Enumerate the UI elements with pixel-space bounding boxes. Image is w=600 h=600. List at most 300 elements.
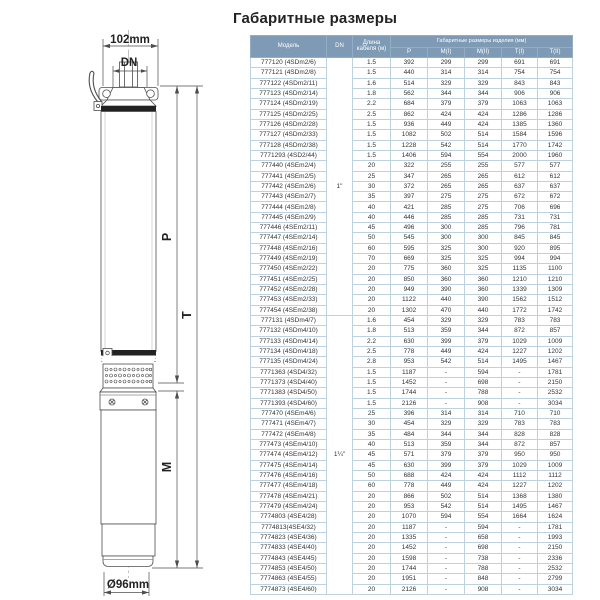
- dim-value-cell: 1302: [391, 305, 428, 315]
- cable-length-cell: 20: [353, 512, 391, 522]
- dim-value-cell: 1781: [538, 367, 573, 377]
- cable-length-cell: 60: [353, 481, 391, 491]
- cable-length-cell: 2.2: [353, 336, 391, 346]
- table-row: [251, 429, 573, 439]
- dim-value-cell: 300: [428, 223, 465, 233]
- table-row: [251, 347, 573, 357]
- dim-value-cell: 421: [391, 202, 428, 212]
- dim-value-cell: 392: [391, 57, 428, 67]
- table-row: [251, 471, 573, 481]
- dim-value-cell: 950: [502, 450, 538, 460]
- cable-length-cell: 20: [353, 285, 391, 295]
- p-dim-label: P: [160, 232, 174, 242]
- cable-length-cell: 40: [353, 212, 391, 222]
- dim-value-cell: 1512: [538, 295, 573, 305]
- dim-value-cell: 1187: [391, 522, 428, 532]
- cable-length-cell: 40: [353, 202, 391, 212]
- dim-value-cell: 449: [428, 481, 465, 491]
- cable-length-cell: 1.6: [353, 316, 391, 326]
- dim-value-cell: 783: [538, 316, 573, 326]
- model-cell: 777125 (4SDm2/25): [251, 109, 327, 119]
- dim-value-cell: 612: [502, 171, 538, 181]
- dim-value-cell: 1495: [502, 502, 538, 512]
- dim-value-cell: 300: [465, 233, 502, 243]
- dim-value-cell: 554: [465, 150, 502, 160]
- dim-value-cell: 285: [428, 212, 465, 222]
- dim-value-cell: 953: [391, 502, 428, 512]
- dim-value-cell: 300: [428, 233, 465, 243]
- dim-value-cell: 688: [391, 471, 428, 481]
- dim-value-cell: -: [502, 378, 538, 388]
- dim-value-cell: 390: [428, 285, 465, 295]
- dim-value-cell: -: [502, 398, 538, 408]
- dim-value-cell: -: [502, 522, 538, 532]
- dim-value-cell: 496: [391, 223, 428, 233]
- dn-dim-label: DN: [120, 57, 138, 69]
- dim-value-cell: 783: [502, 316, 538, 326]
- dim-value-cell: 347: [391, 171, 428, 181]
- dim-value-cell: 936: [391, 119, 428, 129]
- dim-value-cell: 329: [465, 316, 502, 326]
- dim-value-cell: -: [428, 398, 465, 408]
- dim-value-cell: 612: [538, 171, 573, 181]
- cable-length-cell: 1.5: [353, 150, 391, 160]
- dim-value-cell: 314: [428, 409, 465, 419]
- dim-value-cell: 265: [428, 181, 465, 191]
- cable-length-cell: 2.8: [353, 357, 391, 367]
- motor-bottom-cap: [103, 556, 153, 567]
- dim-value-cell: 329: [465, 419, 502, 429]
- cable-length-cell: 20: [353, 574, 391, 584]
- dim-value-cell: 1227: [502, 481, 538, 491]
- dim-value-cell: 1286: [538, 109, 573, 119]
- dim-value-cell: 594: [465, 367, 502, 377]
- dim-value-cell: 658: [465, 532, 502, 542]
- cable-length-cell: 20: [353, 502, 391, 512]
- dim-value-cell: 325: [428, 243, 465, 253]
- dim-value-cell: 872: [502, 440, 538, 450]
- dim-value-cell: 397: [391, 192, 428, 202]
- m-dim-label: M: [160, 461, 174, 473]
- dim-value-cell: 1210: [502, 274, 538, 284]
- dim-value-cell: 484: [391, 429, 428, 439]
- header-dn: DN: [327, 36, 353, 58]
- model-cell: 777451 (4SEm2/25): [251, 274, 327, 284]
- dim-value-cell: 1100: [538, 264, 573, 274]
- diameter-dim-label: Ø96mm: [106, 579, 150, 591]
- dim-value-cell: -: [428, 522, 465, 532]
- dim-value-cell: 542: [428, 140, 465, 150]
- cable-length-cell: 45: [353, 450, 391, 460]
- table-row: [251, 295, 573, 305]
- dim-value-cell: 895: [538, 243, 573, 253]
- model-cell: 7771393 (4SD4/60): [251, 398, 327, 408]
- dim-value-cell: 275: [465, 192, 502, 202]
- dim-value-cell: 1406: [391, 150, 428, 160]
- dim-value-cell: 672: [502, 192, 538, 202]
- dim-value-cell: 1029: [502, 336, 538, 346]
- dim-value-cell: 577: [538, 161, 573, 171]
- model-cell: 777475 (4SEm4/14): [251, 460, 327, 470]
- dim-value-cell: 1452: [391, 378, 428, 388]
- model-cell: 777442 (4SEm2/6): [251, 181, 327, 191]
- table-row: [251, 150, 573, 160]
- dim-value-cell: 1380: [538, 491, 573, 501]
- header-m1: М(I): [428, 48, 465, 58]
- dim-value-cell: 788: [465, 388, 502, 398]
- dim-value-cell: 2532: [538, 563, 573, 573]
- model-cell: 7774833 (4SE4/40): [251, 543, 327, 553]
- model-cell: 777449 (4SEm2/19): [251, 254, 327, 264]
- dim-value-cell: 265: [465, 181, 502, 191]
- dim-value-cell: 399: [428, 460, 465, 470]
- model-cell: 777450 (4SEm2/22): [251, 264, 327, 274]
- dim-value-cell: 571: [391, 450, 428, 460]
- dim-value-cell: 754: [538, 68, 573, 78]
- dim-value-cell: 2532: [538, 388, 573, 398]
- table-row: [251, 378, 573, 388]
- dim-value-cell: 1624: [538, 512, 573, 522]
- dim-value-cell: 285: [465, 223, 502, 233]
- table-row: [251, 512, 573, 522]
- cable-length-cell: 50: [353, 471, 391, 481]
- dim-value-cell: 329: [428, 316, 465, 326]
- table-row: [251, 419, 573, 429]
- dim-value-cell: 314: [465, 409, 502, 419]
- dim-value-cell: 994: [502, 254, 538, 264]
- model-cell: 777120 (4SDm2/6): [251, 57, 327, 67]
- pump-diagram: [0, 0, 230, 600]
- dim-value-cell: 344: [465, 429, 502, 439]
- bolt-hole-left: [103, 90, 111, 98]
- model-cell: 777131 (4SDm4/7): [251, 316, 327, 326]
- dim-value-cell: 672: [538, 192, 573, 202]
- cable-length-cell: 30: [353, 181, 391, 191]
- dim-value-cell: 1187: [391, 367, 428, 377]
- dim-value-cell: -: [428, 543, 465, 553]
- dim-value-cell: 630: [391, 336, 428, 346]
- cable-length-cell: 20: [353, 491, 391, 501]
- dim-value-cell: 1781: [538, 522, 573, 532]
- table-row: [251, 543, 573, 553]
- dim-value-cell: 514: [465, 130, 502, 140]
- cable-length-cell: 20: [353, 532, 391, 542]
- model-cell: 777446 (4SEm2/11): [251, 223, 327, 233]
- dim-value-cell: 906: [538, 88, 573, 98]
- coupling-screw-right: [142, 399, 148, 405]
- table-row: [251, 212, 573, 222]
- p-dimension: [175, 86, 179, 383]
- dim-value-cell: 1385: [502, 119, 538, 129]
- header-dims-group: Габаритные размеры изделия (мм): [391, 36, 573, 48]
- dim-value-cell: 637: [502, 181, 538, 191]
- dim-value-cell: 994: [538, 254, 573, 264]
- cable-length-cell: 1.8: [353, 88, 391, 98]
- cable-length-cell: 1.5: [353, 388, 391, 398]
- dim-value-cell: 866: [391, 491, 428, 501]
- model-cell: 777128 (4SDm2/38): [251, 140, 327, 150]
- dim-value-cell: 1495: [502, 357, 538, 367]
- dim-value-cell: 360: [465, 274, 502, 284]
- cable-length-cell: 30: [353, 419, 391, 429]
- table-row: [251, 450, 573, 460]
- table-row: [251, 388, 573, 398]
- table-row: [251, 502, 573, 512]
- model-cell: 777445 (4SEm2/9): [251, 212, 327, 222]
- dim-value-cell: 255: [428, 161, 465, 171]
- dim-value-cell: 424: [465, 347, 502, 357]
- header-model: Модель: [251, 36, 327, 58]
- cable-length-cell: 20: [353, 522, 391, 532]
- dim-value-cell: 514: [465, 502, 502, 512]
- cable-clamp: [94, 102, 102, 111]
- table-row: [251, 130, 573, 140]
- table-row: [251, 202, 573, 212]
- dim-value-cell: 698: [465, 543, 502, 553]
- dim-value-cell: 2336: [538, 553, 573, 563]
- dim-value-cell: 329: [428, 419, 465, 429]
- dim-value-cell: 1335: [391, 532, 428, 542]
- table-row: [251, 316, 573, 326]
- dim-value-cell: 424: [428, 471, 465, 481]
- cable-length-cell: 1.5: [353, 378, 391, 388]
- model-cell: 777447 (4SEm2/14): [251, 233, 327, 243]
- cable-length-cell: 45: [353, 460, 391, 470]
- header-t2: T(II): [538, 48, 573, 58]
- dim-value-cell: 2799: [538, 574, 573, 584]
- dim-value-cell: 1202: [538, 481, 573, 491]
- dim-value-cell: 710: [502, 409, 538, 419]
- dim-value-cell: 514: [465, 140, 502, 150]
- dim-value-cell: 360: [428, 274, 465, 284]
- dim-value-cell: 424: [465, 119, 502, 129]
- dim-value-cell: -: [502, 532, 538, 542]
- header-t1: T(I): [502, 48, 538, 58]
- dim-value-cell: 454: [391, 419, 428, 429]
- table-row: [251, 491, 573, 501]
- dim-value-cell: 344: [465, 88, 502, 98]
- table-row: [251, 563, 573, 573]
- model-cell: 777127 (4SDm2/33): [251, 130, 327, 140]
- model-cell: 7774853 (4SE4/50): [251, 563, 327, 573]
- cable-length-cell: 1.5: [353, 140, 391, 150]
- dim-value-cell: 594: [428, 150, 465, 160]
- dim-value-cell: 691: [538, 57, 573, 67]
- dim-value-cell: 950: [538, 450, 573, 460]
- dim-value-cell: 1744: [391, 563, 428, 573]
- cable-length-cell: 2.2: [353, 99, 391, 109]
- model-cell: 777443 (4SEm2/7): [251, 192, 327, 202]
- model-cell: 777471 (4SEm4/7): [251, 419, 327, 429]
- dim-value-cell: 706: [502, 202, 538, 212]
- model-cell: 7774823 (4SE4/36): [251, 532, 327, 542]
- cable-length-cell: 1.8: [353, 326, 391, 336]
- motor-lower-section: [102, 524, 155, 556]
- dim-value-cell: -: [428, 388, 465, 398]
- dim-value-cell: 1063: [538, 99, 573, 109]
- dim-value-cell: 1309: [538, 285, 573, 295]
- dim-value-cell: 698: [465, 378, 502, 388]
- cable-length-cell: 40: [353, 440, 391, 450]
- dim-value-cell: 513: [391, 440, 428, 450]
- dim-value-cell: 850: [391, 274, 428, 284]
- cable-length-cell: 1.5: [353, 68, 391, 78]
- model-cell: 777478 (4SEm4/21): [251, 491, 327, 501]
- width-dim-label: 102mm: [110, 34, 150, 46]
- dim-value-cell: 344: [428, 88, 465, 98]
- dim-value-cell: 449: [428, 119, 465, 129]
- table-row: [251, 243, 573, 253]
- table-header: [251, 36, 573, 58]
- model-cell: 777452 (4SEm2/28): [251, 285, 327, 295]
- table-row: [251, 78, 573, 88]
- dim-value-cell: 329: [465, 78, 502, 88]
- dim-value-cell: 1202: [538, 347, 573, 357]
- dim-value-cell: 1112: [538, 471, 573, 481]
- dim-value-cell: 545: [391, 233, 428, 243]
- cable-length-cell: 2.5: [353, 347, 391, 357]
- dim-value-cell: -: [428, 378, 465, 388]
- table-row: [251, 367, 573, 377]
- dim-value-cell: 908: [465, 398, 502, 408]
- dim-value-cell: 1210: [538, 274, 573, 284]
- dim-value-cell: 275: [428, 192, 465, 202]
- dim-value-cell: 1584: [502, 130, 538, 140]
- table-row: [251, 109, 573, 119]
- dim-value-cell: 754: [502, 68, 538, 78]
- model-cell: 777124 (4SDm2/19): [251, 99, 327, 109]
- dim-value-cell: 360: [465, 285, 502, 295]
- dim-value-cell: 514: [465, 357, 502, 367]
- dim-value-cell: 783: [538, 419, 573, 429]
- dim-value-cell: -: [502, 388, 538, 398]
- dim-value-cell: 2000: [502, 150, 538, 160]
- model-cell: 7771293 (4SD2/44): [251, 150, 327, 160]
- top-seal-band: [101, 106, 156, 112]
- reference-lines: [152, 86, 203, 568]
- table-row: [251, 161, 573, 171]
- dim-value-cell: 595: [391, 243, 428, 253]
- dim-value-cell: 1596: [538, 130, 573, 140]
- dim-value-cell: 299: [428, 57, 465, 67]
- dim-value-cell: 920: [502, 243, 538, 253]
- header-cable-length: Длина кабеля (м): [353, 36, 391, 58]
- dim-value-cell: 265: [428, 171, 465, 181]
- model-cell: 7774843 (4SE4/45): [251, 553, 327, 563]
- dim-value-cell: 857: [538, 326, 573, 336]
- dim-value-cell: 424: [465, 471, 502, 481]
- table-row: [251, 254, 573, 264]
- dim-value-cell: 1063: [502, 99, 538, 109]
- dim-value-cell: -: [502, 563, 538, 573]
- dim-value-cell: 454: [391, 316, 428, 326]
- dimensions-table: [250, 35, 573, 595]
- dim-value-cell: 731: [502, 212, 538, 222]
- cable-length-cell: 60: [353, 243, 391, 253]
- dim-value-cell: 1112: [502, 471, 538, 481]
- t-dim-label: T: [180, 311, 194, 319]
- dim-value-cell: 372: [391, 181, 428, 191]
- motor-body: [101, 410, 156, 524]
- dim-value-cell: 379: [465, 99, 502, 109]
- model-cell: 777134 (4SDm4/18): [251, 347, 327, 357]
- dim-value-cell: 3034: [538, 398, 573, 408]
- cable-length-cell: 35: [353, 192, 391, 202]
- dim-value-cell: 1467: [538, 502, 573, 512]
- model-cell: 777479 (4SEm4/24): [251, 502, 327, 512]
- cable-length-cell: 20: [353, 295, 391, 305]
- coupling-screw-left: [109, 399, 115, 405]
- dim-value-cell: 344: [465, 326, 502, 336]
- cable-length-cell: 20: [353, 305, 391, 315]
- dim-value-cell: 379: [465, 450, 502, 460]
- table-row: [251, 326, 573, 336]
- dim-value-cell: 314: [428, 68, 465, 78]
- dim-value-cell: 845: [502, 233, 538, 243]
- dim-value-cell: 862: [391, 109, 428, 119]
- table-row: [251, 264, 573, 274]
- motor-coupling: [100, 388, 156, 410]
- table-row: [251, 305, 573, 315]
- dn-cell: 1": [327, 57, 353, 315]
- dim-value-cell: 857: [538, 440, 573, 450]
- dim-value-cell: 446: [391, 212, 428, 222]
- cable-length-cell: 1.5: [353, 367, 391, 377]
- t-dimension: [195, 86, 199, 568]
- dim-value-cell: 285: [465, 212, 502, 222]
- model-cell: 777441 (4SEm2/5): [251, 171, 327, 181]
- model-cell: 777135 (4SDm4/24): [251, 357, 327, 367]
- cable-length-cell: 1.5: [353, 130, 391, 140]
- dim-value-cell: 542: [428, 502, 465, 512]
- dim-value-cell: 1951: [391, 574, 428, 584]
- model-cell: 777453 (4SEm2/33): [251, 295, 327, 305]
- cable-length-cell: 35: [353, 429, 391, 439]
- dim-value-cell: 637: [538, 181, 573, 191]
- dim-value-cell: 1770: [502, 140, 538, 150]
- dim-value-cell: 2150: [538, 543, 573, 553]
- table-row: [251, 574, 573, 584]
- model-cell: 777122 (4SDm2/11): [251, 78, 327, 88]
- dim-value-cell: 1562: [502, 295, 538, 305]
- dim-value-cell: 379: [465, 336, 502, 346]
- cable-length-cell: 20: [353, 264, 391, 274]
- dim-value-cell: 949: [391, 285, 428, 295]
- dim-value-cell: 424: [428, 109, 465, 119]
- dim-value-cell: 669: [391, 254, 428, 264]
- cable-length-cell: 20: [353, 584, 391, 594]
- dim-value-cell: 275: [465, 202, 502, 212]
- dim-value-cell: 796: [502, 223, 538, 233]
- dim-value-cell: 1598: [391, 553, 428, 563]
- dim-value-cell: 731: [538, 212, 573, 222]
- table-row: [251, 409, 573, 419]
- dim-value-cell: 514: [465, 491, 502, 501]
- table-row: [251, 119, 573, 129]
- cable-length-cell: 1.5: [353, 57, 391, 67]
- dim-value-cell: -: [428, 563, 465, 573]
- dim-value-cell: 1744: [391, 388, 428, 398]
- cable-length-cell: 2.5: [353, 109, 391, 119]
- dim-value-cell: 325: [465, 254, 502, 264]
- dim-value-cell: 828: [502, 429, 538, 439]
- model-cell: 777440 (4SEm2/4): [251, 161, 327, 171]
- dim-value-cell: 2126: [391, 584, 428, 594]
- m-dimension: [175, 391, 179, 568]
- dim-value-cell: 314: [465, 68, 502, 78]
- dim-value-cell: 513: [391, 326, 428, 336]
- model-cell: 777472 (4SEm4/8): [251, 429, 327, 439]
